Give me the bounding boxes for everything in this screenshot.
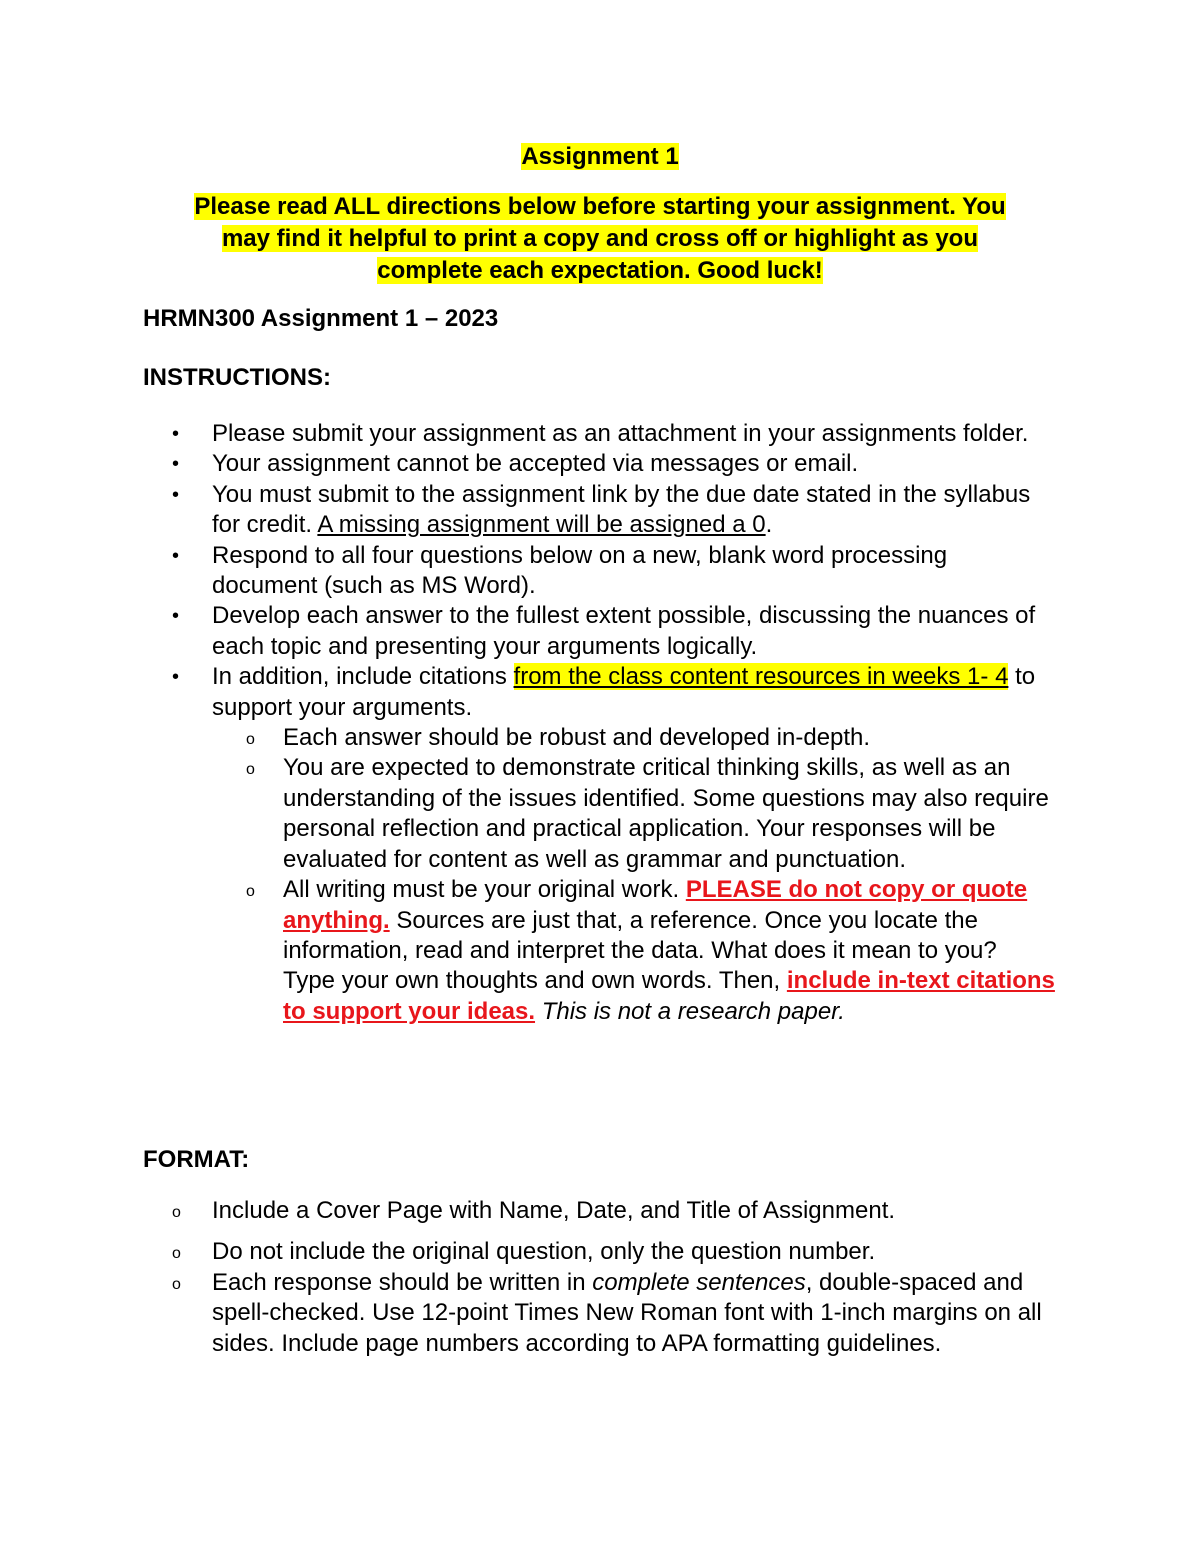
instructions-list xyxy=(0,419,1055,1027)
list-item: o You are expected to demonstrate critical thinking skills, as well as an understanding of the issues identified. Some questions may also require personal reflection and practical application. Your responses will be evaluated for content as well as grammar and punctuation. xyxy=(246,754,1049,873)
circle-bullet-icon: o xyxy=(172,1204,181,1221)
list-item: • Respond to all four questions below on a new, blank word processing document (such as MS Word). xyxy=(172,541,948,600)
assignment-title-text: Assignment 1 xyxy=(521,143,679,170)
circle-bullet-icon: o xyxy=(172,1275,181,1293)
list-item: o Each answer should be robust and developed in-depth. xyxy=(0,723,1055,753)
bullet-icon: • xyxy=(172,453,180,476)
weeks-highlight: from the class content resources in weeks 1- 4 xyxy=(513,663,1009,691)
course-heading: HRMN300 Assignment 1 – 2023 xyxy=(143,305,499,332)
no-copy-warning: PLEASE do not copy or quote anything. xyxy=(283,876,1028,934)
missing-assignment-warning: A missing assignment will be assigned a 0 xyxy=(317,511,766,539)
instructions-heading: INSTRUCTIONS: xyxy=(143,364,331,391)
list-item: o Do not include the original question, only the question number. xyxy=(0,1237,1052,1267)
intro-line-2: may find it helpful to print a copy and cross off or highlight as you xyxy=(221,225,979,252)
circle-bullet-icon: o xyxy=(246,761,255,779)
intro-notice xyxy=(130,191,1070,287)
list-item: • Please submit your assignment as an attachment in your assignments folder. xyxy=(0,419,1052,449)
circle-bullet-icon: o xyxy=(172,1245,181,1263)
list-item: • Develop each answer to the fullest extent possible, discussing the nuances of each topic and presenting your arguments logically. xyxy=(172,602,1036,660)
circle-bullet-icon: o xyxy=(246,731,255,749)
bullet-icon: • xyxy=(172,544,180,567)
bullet-icon: • xyxy=(172,605,180,628)
bullet-icon: • xyxy=(172,666,180,689)
intro-line-3: complete each expectation. Good luck! xyxy=(377,257,823,284)
circle-bullet-icon: o xyxy=(246,883,255,901)
list-item: • Your assignment cannot be accepted via messages or email. xyxy=(0,449,1052,479)
list-item: o Each response should be written in complete sentences, double-spaced and spell-checked. Use 12-point Times New Roman font with 1-inch margins on all sides. Include page numbers according to APA formatting guidelines. xyxy=(172,1268,1042,1357)
citation-warning: include in-text citations to support your ideas. xyxy=(283,967,1055,1025)
intro-line-1: Please read ALL directions below before starting your assignment. You xyxy=(194,193,1006,220)
assignment-title xyxy=(0,140,1200,174)
list-item: • In addition, include citations from the class content resources in weeks 1- 4 to support your arguments. xyxy=(172,663,1036,721)
list-item: o All writing must be your original work. PLEASE do not copy or quote anything. Sources are just that, a reference. Once you locate the information, read and interpret the data. What does it mean to you? Type your own thoughts and own words. Then, include in-text citations to support your ideas. This is not a research paper. xyxy=(246,876,1055,1025)
format-heading: FORMAT: xyxy=(143,1146,250,1173)
list-item: o Include a Cover Page with Name, Date, and Title of Assignment. xyxy=(0,1196,1052,1226)
bullet-icon: • xyxy=(172,423,180,445)
list-item: • You must submit to the assignment link by the due date stated in the syllabus for credit. A missing assignment will be assigned a 0. xyxy=(172,480,1031,539)
format-list xyxy=(0,1196,1052,1359)
bullet-icon: • xyxy=(172,483,180,506)
